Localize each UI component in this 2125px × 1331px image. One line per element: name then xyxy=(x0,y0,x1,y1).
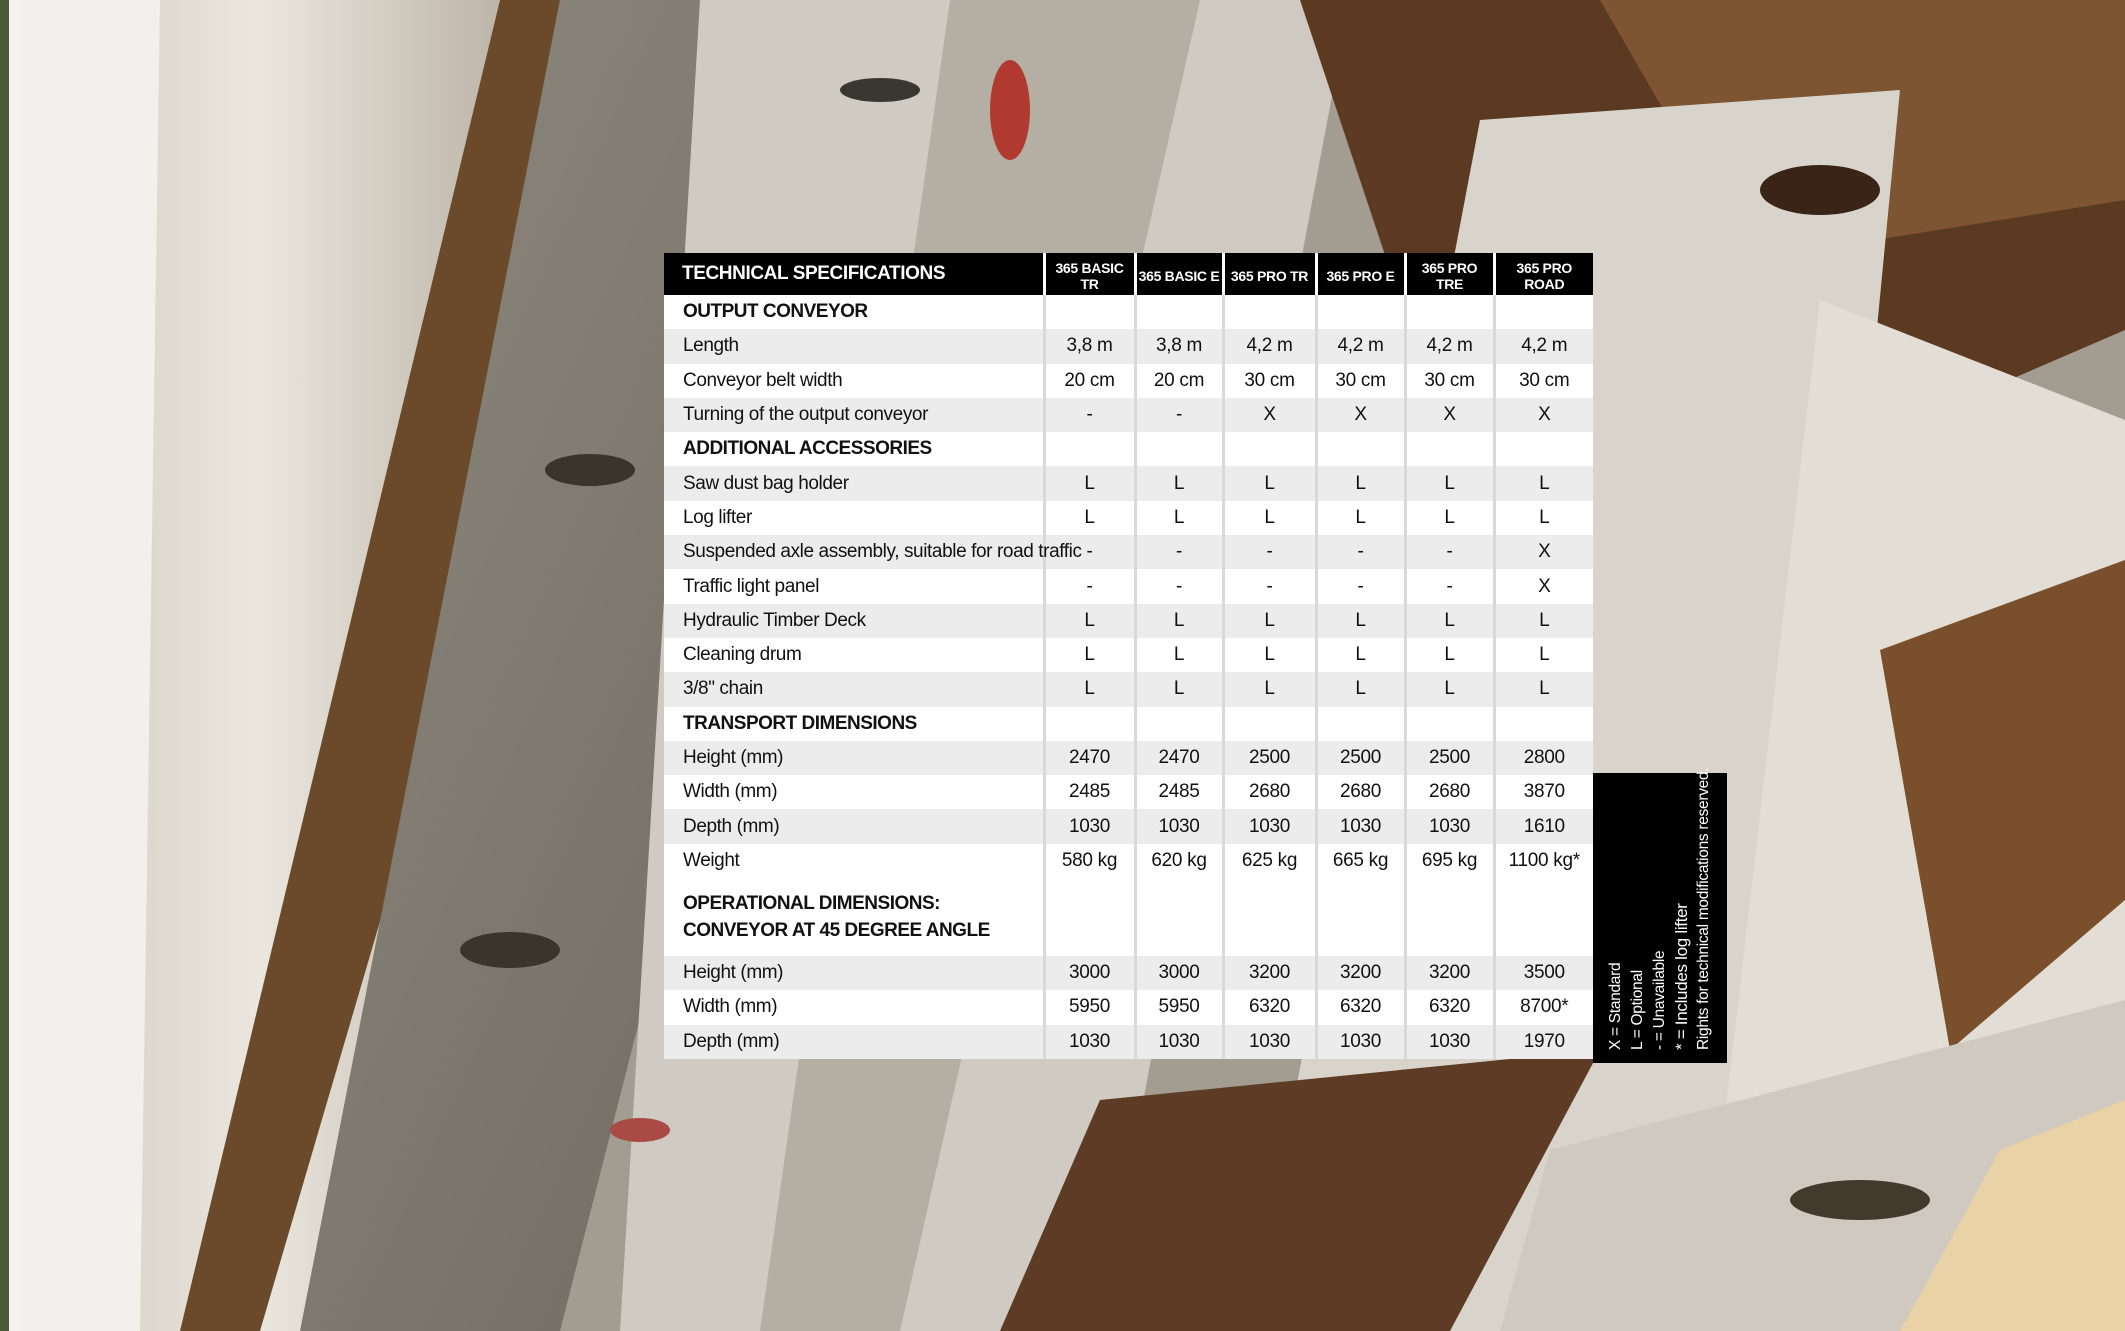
value-cell: 4,2 m xyxy=(1494,329,1593,363)
table-row xyxy=(664,844,1593,878)
section-heading-row xyxy=(664,432,1593,466)
table-row xyxy=(664,329,1593,363)
model-header: 365 PRO TR xyxy=(1223,253,1316,295)
empty-cell xyxy=(1494,707,1593,741)
empty-cell xyxy=(1494,878,1593,956)
row-label: Log lifter xyxy=(664,501,1044,535)
value-cell: L xyxy=(1223,466,1316,500)
empty-cell xyxy=(1405,432,1494,466)
row-label: Length xyxy=(664,329,1044,363)
value-cell: 3000 xyxy=(1044,956,1135,990)
value-cell: - xyxy=(1223,569,1316,603)
row-label: Traffic light panel xyxy=(664,569,1044,603)
row-label: Cleaning drum xyxy=(664,638,1044,672)
value-cell: L xyxy=(1316,501,1405,535)
table-row xyxy=(664,535,1593,569)
value-cell: L xyxy=(1044,466,1135,500)
value-cell: L xyxy=(1494,501,1593,535)
value-cell: - xyxy=(1405,535,1494,569)
section-heading xyxy=(664,707,1044,741)
value-cell: 1970 xyxy=(1494,1025,1593,1059)
left-edge-highlight xyxy=(9,0,20,1331)
section-heading xyxy=(664,878,1044,956)
value-cell: 2500 xyxy=(1405,741,1494,775)
value-cell: L xyxy=(1405,604,1494,638)
section-heading xyxy=(664,432,1044,466)
table-row xyxy=(664,501,1593,535)
empty-cell xyxy=(1223,295,1316,329)
empty-cell xyxy=(1494,295,1593,329)
value-cell: - xyxy=(1044,398,1135,432)
empty-cell xyxy=(1135,878,1223,956)
value-cell: L xyxy=(1223,672,1316,706)
row-label: 3/8" chain xyxy=(664,672,1044,706)
value-cell: X xyxy=(1316,398,1405,432)
value-cell: 5950 xyxy=(1044,990,1135,1024)
value-cell: 1030 xyxy=(1316,809,1405,843)
section-heading-row xyxy=(664,707,1593,741)
value-cell: 3,8 m xyxy=(1044,329,1135,363)
value-cell: 2485 xyxy=(1135,775,1223,809)
value-cell: L xyxy=(1135,466,1223,500)
value-cell: X xyxy=(1494,535,1593,569)
value-cell: 30 cm xyxy=(1316,364,1405,398)
value-cell: - xyxy=(1044,535,1135,569)
value-cell: - xyxy=(1405,569,1494,603)
value-cell: 1030 xyxy=(1044,809,1135,843)
legend-line: * = Includes log lifter xyxy=(1672,903,1691,1050)
section-heading-text: CONVEYOR AT 45 DEGREE ANGLE xyxy=(683,920,990,942)
value-cell: L xyxy=(1494,466,1593,500)
value-cell: L xyxy=(1223,638,1316,672)
table-title: TECHNICAL SPECIFICATIONS xyxy=(664,253,1044,295)
value-cell: 580 kg xyxy=(1044,844,1135,878)
table-row xyxy=(664,638,1593,672)
technical-specifications-table xyxy=(664,253,1593,1059)
value-cell: 3870 xyxy=(1494,775,1593,809)
empty-cell xyxy=(1135,295,1223,329)
value-cell: L xyxy=(1044,604,1135,638)
value-cell: L xyxy=(1405,638,1494,672)
value-cell: L xyxy=(1494,604,1593,638)
section-heading-text: TRANSPORT DIMENSIONS xyxy=(683,712,917,734)
empty-cell xyxy=(1223,707,1316,741)
empty-cell xyxy=(1223,878,1316,956)
legend-line: L = Optional xyxy=(1629,970,1646,1050)
value-cell: 2500 xyxy=(1223,741,1316,775)
row-label: Weight xyxy=(664,844,1044,878)
empty-cell xyxy=(1405,878,1494,956)
table-row xyxy=(664,741,1593,775)
value-cell: L xyxy=(1044,501,1135,535)
row-label: Width (mm) xyxy=(664,990,1044,1024)
row-label: Suspended axle assembly, suitable for road traffic xyxy=(664,535,1044,569)
empty-cell xyxy=(1223,432,1316,466)
value-cell: 2470 xyxy=(1135,741,1223,775)
value-cell: 3200 xyxy=(1316,956,1405,990)
empty-cell xyxy=(1044,432,1135,466)
value-cell: L xyxy=(1223,604,1316,638)
model-header: 365 BASIC E xyxy=(1135,253,1223,295)
value-cell: L xyxy=(1316,672,1405,706)
value-cell: 3000 xyxy=(1135,956,1223,990)
value-cell: 2680 xyxy=(1316,775,1405,809)
model-header: 365 PRO E xyxy=(1316,253,1405,295)
table-row xyxy=(664,775,1593,809)
table-row xyxy=(664,604,1593,638)
value-cell: 620 kg xyxy=(1135,844,1223,878)
value-cell: 1030 xyxy=(1405,1025,1494,1059)
legend-line: X = Standard xyxy=(1607,962,1624,1050)
value-cell: - xyxy=(1135,535,1223,569)
value-cell: 2470 xyxy=(1044,741,1135,775)
value-cell: L xyxy=(1405,501,1494,535)
table-row xyxy=(664,466,1593,500)
value-cell: 695 kg xyxy=(1405,844,1494,878)
value-cell: 30 cm xyxy=(1494,364,1593,398)
model-header: 365 PRO TRE xyxy=(1405,253,1494,295)
row-label: Height (mm) xyxy=(664,741,1044,775)
row-label: Saw dust bag holder xyxy=(664,466,1044,500)
row-label: Turning of the output conveyor xyxy=(664,398,1044,432)
row-label: Height (mm) xyxy=(664,956,1044,990)
section-heading-text: OPERATIONAL DIMENSIONS: xyxy=(683,893,940,915)
section-heading-row xyxy=(664,295,1593,329)
value-cell: 1030 xyxy=(1135,1025,1223,1059)
value-cell: 1030 xyxy=(1135,809,1223,843)
value-cell: L xyxy=(1316,638,1405,672)
empty-cell xyxy=(1135,707,1223,741)
table-body xyxy=(664,295,1593,1059)
value-cell: L xyxy=(1135,638,1223,672)
value-cell: 1610 xyxy=(1494,809,1593,843)
row-label: Width (mm) xyxy=(664,775,1044,809)
value-cell: 665 kg xyxy=(1316,844,1405,878)
value-cell: L xyxy=(1135,604,1223,638)
value-cell: 2680 xyxy=(1223,775,1316,809)
empty-cell xyxy=(1316,878,1405,956)
value-cell: 4,2 m xyxy=(1316,329,1405,363)
empty-cell xyxy=(1044,707,1135,741)
value-cell: - xyxy=(1135,569,1223,603)
table-row xyxy=(664,364,1593,398)
table-row xyxy=(664,990,1593,1024)
value-cell: 30 cm xyxy=(1405,364,1494,398)
value-cell: 8700* xyxy=(1494,990,1593,1024)
value-cell: 6320 xyxy=(1223,990,1316,1024)
value-cell: 1030 xyxy=(1044,1025,1135,1059)
value-cell: 4,2 m xyxy=(1223,329,1316,363)
value-cell: 6320 xyxy=(1316,990,1405,1024)
value-cell: 5950 xyxy=(1135,990,1223,1024)
value-cell: 3200 xyxy=(1223,956,1316,990)
empty-cell xyxy=(1405,707,1494,741)
value-cell: 20 cm xyxy=(1044,364,1135,398)
left-edge-strip xyxy=(0,0,9,1331)
value-cell: 4,2 m xyxy=(1405,329,1494,363)
section-heading-text: ADDITIONAL ACCESSORIES xyxy=(683,438,932,460)
value-cell: 1100 kg* xyxy=(1494,844,1593,878)
model-header: 365 PRO ROAD xyxy=(1494,253,1593,295)
value-cell: - xyxy=(1223,535,1316,569)
value-cell: 2680 xyxy=(1405,775,1494,809)
row-label: Conveyor belt width xyxy=(664,364,1044,398)
legend-line: Rights for technical modifications reserved. xyxy=(1695,767,1712,1050)
table-row xyxy=(664,672,1593,706)
value-cell: 2485 xyxy=(1044,775,1135,809)
empty-cell xyxy=(1135,432,1223,466)
row-label: Hydraulic Timber Deck xyxy=(664,604,1044,638)
empty-cell xyxy=(1316,432,1405,466)
value-cell: - xyxy=(1044,569,1135,603)
legend-box xyxy=(1593,767,1727,1063)
value-cell: L xyxy=(1316,604,1405,638)
value-cell: 30 cm xyxy=(1223,364,1316,398)
value-cell: 3500 xyxy=(1494,956,1593,990)
empty-cell xyxy=(1405,295,1494,329)
value-cell: - xyxy=(1316,569,1405,603)
value-cell: - xyxy=(1135,398,1223,432)
value-cell: L xyxy=(1223,501,1316,535)
empty-cell xyxy=(1316,295,1405,329)
row-label: Depth (mm) xyxy=(664,809,1044,843)
empty-cell xyxy=(1316,707,1405,741)
table-row xyxy=(664,1025,1593,1059)
value-cell: L xyxy=(1135,672,1223,706)
value-cell: L xyxy=(1044,672,1135,706)
value-cell: X xyxy=(1223,398,1316,432)
value-cell: L xyxy=(1405,466,1494,500)
value-cell: L xyxy=(1135,501,1223,535)
value-cell: L xyxy=(1044,638,1135,672)
section-heading-text: OUTPUT CONVEYOR xyxy=(683,301,868,323)
empty-cell xyxy=(1044,295,1135,329)
value-cell: 625 kg xyxy=(1223,844,1316,878)
value-cell: 3,8 m xyxy=(1135,329,1223,363)
value-cell: 1030 xyxy=(1223,809,1316,843)
value-cell: 1030 xyxy=(1405,809,1494,843)
section-heading xyxy=(664,295,1044,329)
table-header-row xyxy=(664,253,1593,295)
value-cell: L xyxy=(1494,672,1593,706)
legend-line: - = Unavailable xyxy=(1651,950,1668,1050)
section-heading-row xyxy=(664,878,1593,956)
value-cell: 3200 xyxy=(1405,956,1494,990)
table-row xyxy=(664,809,1593,843)
value-cell: L xyxy=(1405,672,1494,706)
value-cell: X xyxy=(1494,569,1593,603)
value-cell: L xyxy=(1494,638,1593,672)
table-row xyxy=(664,956,1593,990)
empty-cell xyxy=(1494,432,1593,466)
value-cell: X xyxy=(1405,398,1494,432)
value-cell: 2500 xyxy=(1316,741,1405,775)
row-label: Depth (mm) xyxy=(664,1025,1044,1059)
value-cell: 1030 xyxy=(1316,1025,1405,1059)
value-cell: X xyxy=(1494,398,1593,432)
value-cell: 6320 xyxy=(1405,990,1494,1024)
table-row xyxy=(664,398,1593,432)
model-header: 365 BASIC TR xyxy=(1044,253,1135,295)
empty-cell xyxy=(1044,878,1135,956)
value-cell: 20 cm xyxy=(1135,364,1223,398)
value-cell: L xyxy=(1316,466,1405,500)
value-cell: 2800 xyxy=(1494,741,1593,775)
value-cell: - xyxy=(1316,535,1405,569)
table-row xyxy=(664,569,1593,603)
value-cell: 1030 xyxy=(1223,1025,1316,1059)
